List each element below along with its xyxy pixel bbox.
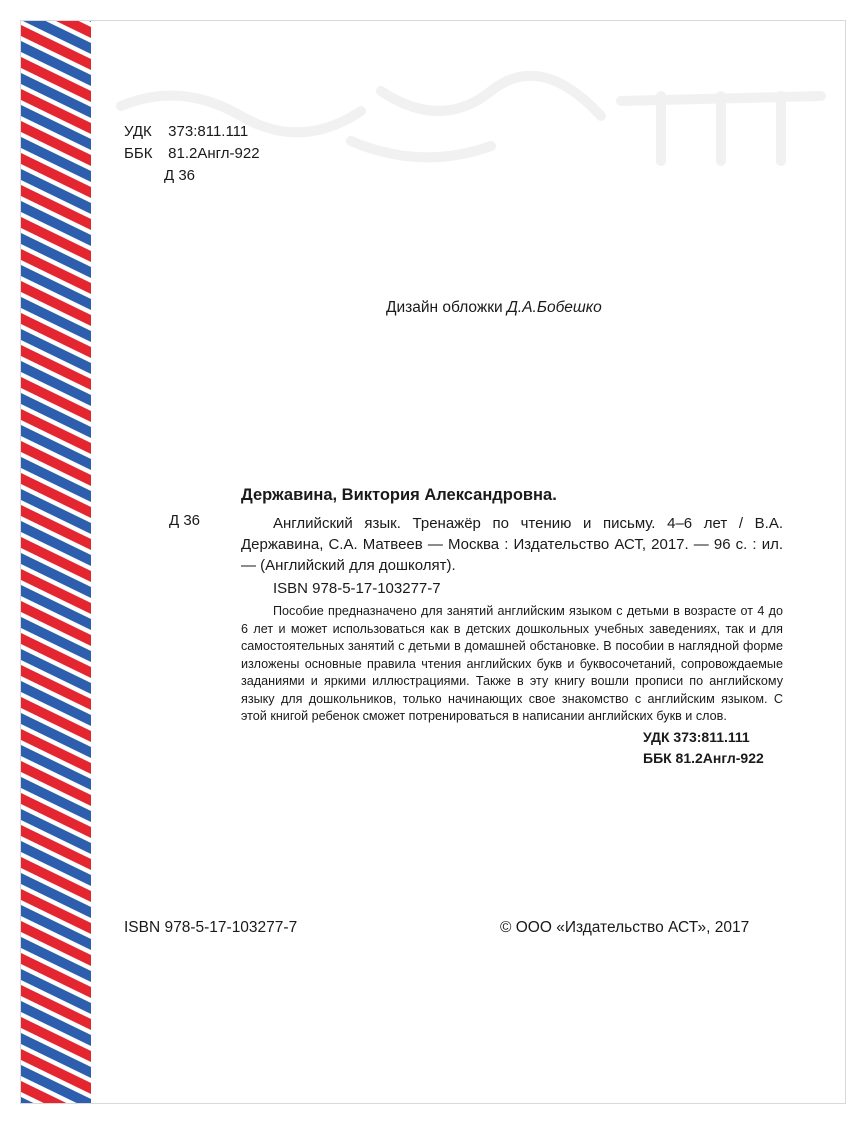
udk-value: 373:811.111 [168, 123, 249, 140]
entry-isbn: ISBN 978-5-17-103277-7 [273, 580, 441, 597]
cover-design-label: Дизайн обложки [386, 299, 503, 316]
bibliographic-entry [169, 486, 783, 768]
footer-isbn: ISBN 978-5-17-103277-7 [124, 919, 298, 936]
entry-abstract: Пособие предназначено для занятий английским языком с детьми в возрасте от 4 до 6 лет и может использоваться как в детских дошкольных учебных заведениях, так и для самостоятельных занятий с детьми в домашней обстановке. В пособии в наглядной форме изложены основные правила чтения английских букв и буквосочетаний, сопровождаемые заданиями и яркими иллюстрациями. Также в эту книгу вошли прописи по английскому языку для дошкольников, только начинающих свое знакомство с английским языком. С этой книгой ребенок сможет потренироваться в написании английских букв и слов. [241, 604, 783, 723]
entry-description: Английский язык. Тренажёр по чтению и письму. 4–6 лет / В.А. Державина, С.А. Матвеев — Москва : Издательство АСТ, 2017. — 96 с. : ил. — (Английский для дошколят). [241, 515, 783, 574]
imprint-page [20, 20, 846, 1104]
reference-code: Д 36 [169, 512, 201, 529]
entry-bbk-bold: ББК 81.2Англ-922 [643, 749, 764, 766]
bbk-line [124, 143, 260, 165]
bbk-value: 81.2Англ-922 [168, 145, 260, 162]
classification-codes [124, 121, 260, 187]
author-mark: Д 36 [164, 167, 196, 184]
cover-designer-name: Д.А.Бобешко [507, 299, 602, 316]
entry-udk-bold: УДК 373:811.111 [643, 728, 750, 745]
udk-line [124, 121, 260, 143]
entry-author: Державина, Виктория Александровна. [241, 486, 557, 504]
bbk-label: ББК [124, 145, 153, 162]
udk-label: УДК [124, 123, 152, 140]
cover-design-credit [386, 299, 602, 317]
footer-copyright: © ООО «Издательство АСТ», 2017 [500, 919, 750, 936]
